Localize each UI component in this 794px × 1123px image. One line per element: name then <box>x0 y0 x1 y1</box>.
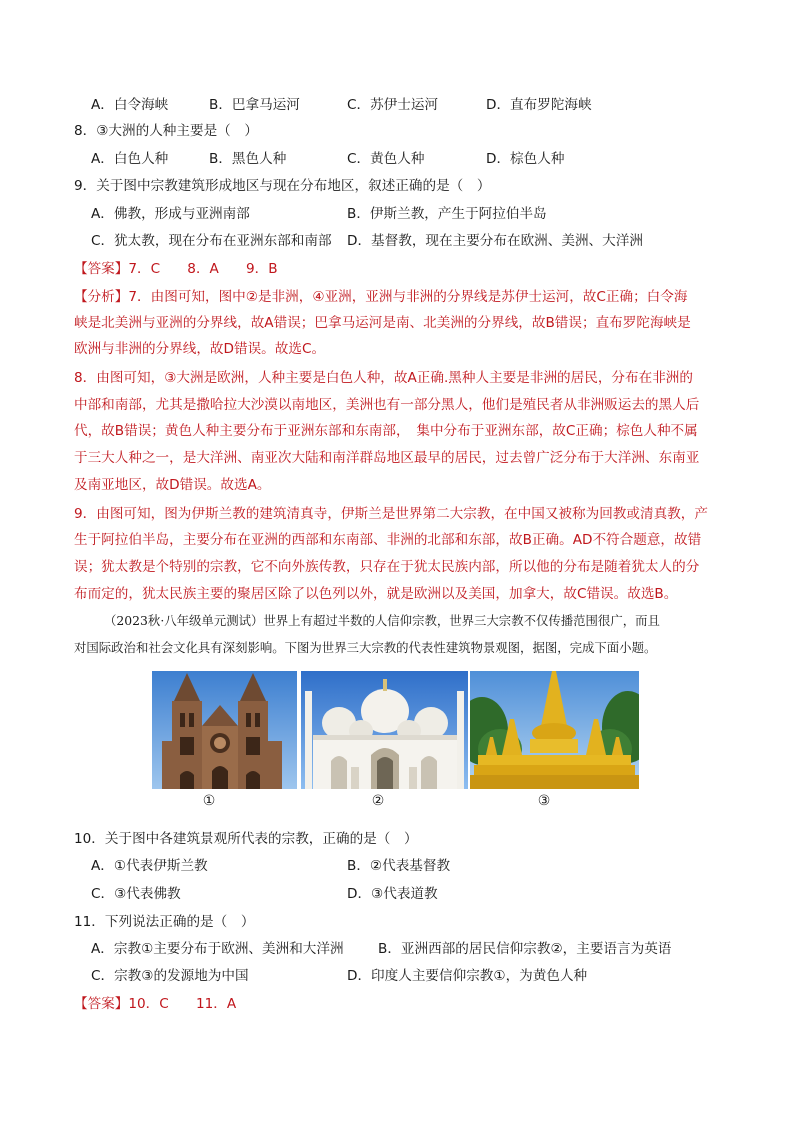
analysis-line: 【分析】7．由图可知，图中②是非洲，④亚洲，亚洲与非洲的分界线是苏伊士运河，故C正确；白令海 <box>74 289 688 305</box>
analysis-line: 生于阿拉伯半岛，主要分布在亚洲的西部和东南部、非洲的北部和东部，故B正确。AD不符合题意，故错 <box>74 532 702 548</box>
church-photo <box>152 671 297 789</box>
analysis-line: 代，故B错误；黄色人种主要分布于亚洲东部和东南部， 集中分布于亚洲东部，故C正确；棕色人种不属 <box>74 423 698 439</box>
analysis-line: 中部和南部，尤其是撒哈拉大沙漠以南地区，美洲也有一部分黑人，他们是殖民者从非洲贩运去的黑人后 <box>74 397 700 413</box>
intro-line: 对国际政治和社会文化具有深刻影响。下图为世界三大宗教的代表性建筑物景观图，据图，完成下面小题。 <box>74 640 657 655</box>
q9-option-d: D．基督教，现在主要分布在欧洲、美洲、大洋洲 <box>347 233 643 249</box>
q11-option-d: D．印度人主要信仰宗教①，为黄色人种 <box>347 968 588 984</box>
q10-option-a: A．①代表伊斯兰教 <box>91 858 208 874</box>
q10-option-d: D．③代表道教 <box>347 886 438 902</box>
intro-line: （2023秋·八年级单元测试）世界上有超过半数的人信仰宗教，世界三大宗教不仅传播范围很广，而且 <box>104 613 660 628</box>
pagoda-photo <box>470 671 639 789</box>
answer-10-11: 【答案】10．C 11．A <box>74 996 237 1012</box>
q9-option-a: A．佛教，形成与亚洲南部 <box>91 206 250 222</box>
analysis-line: 峡是北美洲与亚洲的分界线，故A错误；巴拿马运河是南、北美洲的分界线，故B错误；直布罗陀海峡是 <box>74 315 691 331</box>
q8-option-d: D．棕色人种 <box>486 151 565 167</box>
q11-stem: 11．下列说法正确的是（ ） <box>74 914 255 930</box>
q8-option-a: A．白色人种 <box>91 151 169 167</box>
analysis-line: 于三大人种之一，是大洋洲、南亚次大陆和南洋群岛地区最早的居民，过去曾广泛分布于大洋洲、东南亚 <box>74 450 700 466</box>
photo-caption-1: ① <box>202 793 216 809</box>
q8-stem: 8．③大洲的人种主要是（ ） <box>74 123 258 139</box>
mosque-photo <box>301 671 468 789</box>
q11-option-b: B．亚洲西部的居民信仰宗教②，主要语言为英语 <box>378 941 672 957</box>
q9-stem: 9．关于图中宗教建筑形成地区与现在分布地区，叙述正确的是（ ） <box>74 178 491 194</box>
q7-option-c: C．苏伊士运河 <box>347 97 439 113</box>
analysis-line: 欧洲与非洲的分界线，故D错误。故选C。 <box>74 341 326 357</box>
q8-option-c: C．黄色人种 <box>347 151 425 167</box>
q11-option-c: C．宗教③的发源地为中国 <box>91 968 249 984</box>
q10-option-c: C．③代表佛教 <box>91 886 181 902</box>
q8-option-b: B．黑色人种 <box>209 151 287 167</box>
analysis-line: 9．由图可知，图为伊斯兰教的建筑清真寺，伊斯兰是世界第二大宗教，在中国又被称为回教或清真教，产 <box>74 506 708 522</box>
analysis-line: 布而定的，犹太民族主要的聚居区除了以色列以外，就是欧洲以及美国，加拿大，故C错误。故选B。 <box>74 586 678 602</box>
photo-caption-2: ② <box>371 793 385 809</box>
answer-7-9: 【答案】7．C 8．A 9．B <box>74 261 278 277</box>
photo-caption-3: ③ <box>537 793 551 809</box>
analysis-line: 及南亚地区，故D错误。故选A。 <box>74 477 271 493</box>
analysis-line: 误；犹太教是个特别的宗教，它不向外族传教，只存在于犹太民族内部，所以他的分布是随着犹太人的分 <box>74 559 700 575</box>
q7-option-a: A．白令海峡 <box>91 97 169 113</box>
q10-option-b: B．②代表基督教 <box>347 858 451 874</box>
q9-option-c: C．犹太教，现在分布在亚洲东部和南部 <box>91 233 332 249</box>
analysis-line: 8．由图可知，③大洲是欧洲，人种主要是白色人种，故A正确.黑种人主要是非洲的居民，分布在非洲的 <box>74 370 693 386</box>
q10-stem: 10．关于图中各建筑景观所代表的宗教，正确的是（ ） <box>74 831 418 847</box>
q9-option-b: B．伊斯兰教，产生于阿拉伯半岛 <box>347 206 547 222</box>
q11-option-a: A．宗教①主要分布于欧洲、美洲和大洋洲 <box>91 941 344 957</box>
q7-option-b: B．巴拿马运河 <box>209 97 300 113</box>
q7-option-d: D．直布罗陀海峡 <box>486 97 592 113</box>
